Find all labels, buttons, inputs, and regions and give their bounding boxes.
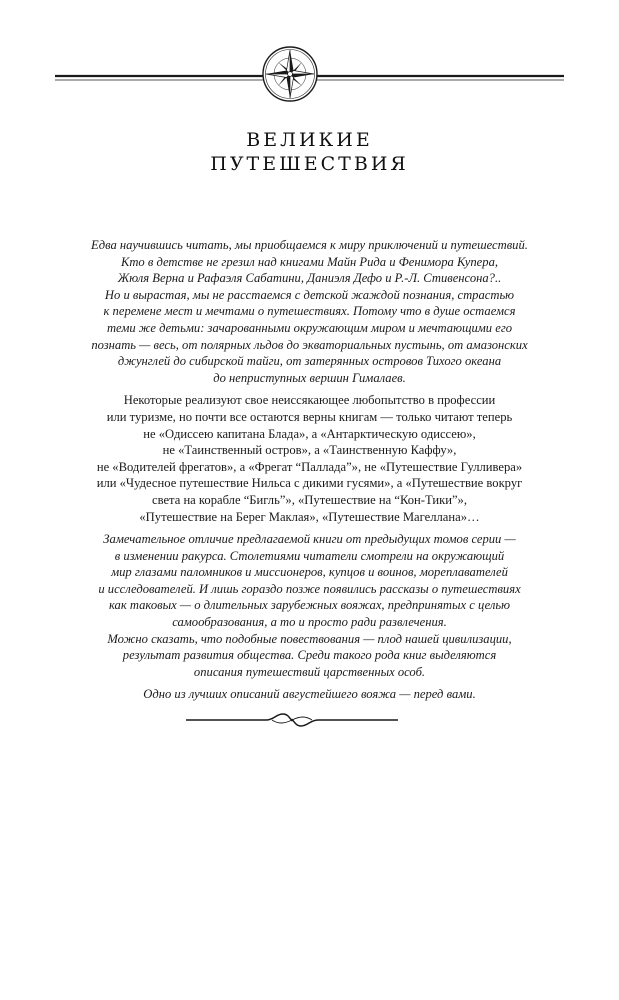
text-line: Одно из лучших описаний августейшего вояжа — перед вами. <box>143 687 476 702</box>
text-line: до неприступных вершин Гималаев. <box>213 370 406 385</box>
text-line: Кто в детстве не грезил над книгами Майн Рида и Фенимора Купера, <box>120 254 499 269</box>
text-line: Некоторые реализуют свое неиссякающее любопытство в профессии <box>123 393 496 408</box>
text-line: познать — весь, от полярных льдов до экваториальных пустынь, от амазонских <box>91 337 528 352</box>
paragraph-2 <box>60 392 559 525</box>
text-line: или «Чудесное путешествие Нильса с дикими гусями», а «Путешествие вокруг <box>96 476 523 491</box>
text-line: не «Одиссею капитана Блада», а «Антарктическую одиссею», <box>143 426 476 441</box>
text-line: джунглей до сибирской тайги, от затерянных островов Тихого океана <box>117 354 502 369</box>
flourish-divider-icon <box>186 708 398 732</box>
text-line: как таковых — о длительных зарубежных вояжах, предпринятых с целью <box>108 598 511 613</box>
text-line: и исследователей. И лишь гораздо позже появились рассказы о путешествиях <box>98 581 521 596</box>
text-line: описания путешествий царственных особ. <box>193 664 426 679</box>
text-line: мир глазами паломников и миссионеров, купцов и воинов, мореплавателей <box>111 565 508 580</box>
title-line-2: ПУТЕШЕСТВИЯ <box>210 153 409 175</box>
text-line: теми же детьми: зачарованными окружающим миром и мечтающими его <box>106 320 513 335</box>
text-line: не «Водителей фрегатов», а «Фрегат “Паллада”», не «Путешествие Гулливера» <box>96 459 523 474</box>
paragraph-3 <box>60 531 559 680</box>
text-line: к перемене мест и мечтами о путешествиях. Потому что в душе остаемся <box>103 304 516 319</box>
text-line: света на корабле “Бигль”», «Путешествие на “Кон-Тики”», <box>152 492 467 507</box>
text-line: Жюля Верна и Рафаэля Сабатини, Даниэля Дефо и Р.-Л. Стивенсона?.. <box>117 271 502 286</box>
compass-rose-icon <box>262 46 318 102</box>
text-line: Едва научившись читать, мы приобщаемся к миру приключений и путешествий. <box>91 238 528 252</box>
text-line: Но и вырастая, мы не расстаемся с детской жаждой познания, страстью <box>104 287 515 302</box>
title-line-1: ВЕЛИКИЕ <box>246 129 373 151</box>
text-line: Замечательное отличие предлагаемой книги от предыдущих томов серии — <box>103 532 516 547</box>
paragraph-1 <box>60 237 559 386</box>
page-title <box>0 128 619 176</box>
text-line: самообразования, а то и просто ради развлечения. <box>172 615 447 630</box>
text-line: «Путешествие на Берег Маклая», «Путешествие Магеллана»… <box>139 509 480 524</box>
text-line: или туризме, но почти все остаются верны книгам — только читают теперь <box>106 409 513 424</box>
text-line: Можно сказать, что подобные повествования — плод нашей цивилизации, <box>107 631 512 646</box>
text-line: в изменении ракурса. Столетиями читатели смотрели на окружающий <box>114 548 505 563</box>
text-line: не «Таинственный остров», а «Таинственную Каффу», <box>162 443 457 458</box>
text-line: результат развития общества. Среди такого рода книг выделяются <box>122 648 497 663</box>
preface-text <box>60 237 559 709</box>
paragraph-4 <box>60 686 559 703</box>
